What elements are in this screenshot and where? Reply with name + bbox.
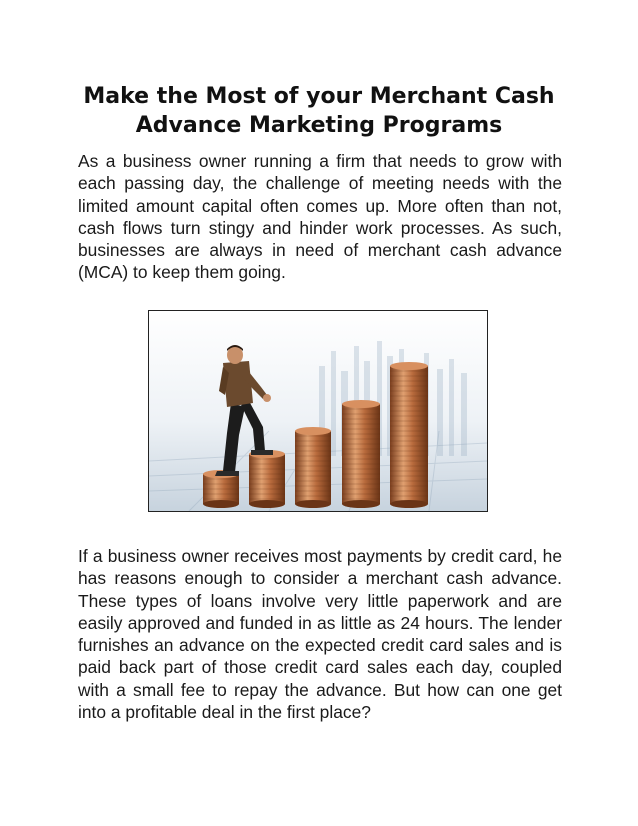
intro-paragraph: As a business owner running a firm that needs to grow with each passing day, the challenge of meeting needs with the limited amount capital often comes up. More often than not, cash flows turn stingy and hinder work processes. As such, businesses are always in need of merchant cash advance (MCA) to keep them going. bbox=[78, 151, 562, 283]
coin-stacks-illustration bbox=[149, 311, 487, 511]
page-title: Make the Most of your Merchant Cash Advance Marketing Programs bbox=[83, 84, 555, 138]
coin-stacks-image bbox=[148, 310, 488, 512]
body-paragraph: If a business owner receives most payments by credit card, he has reasons enough to consider a merchant cash advance. These types of loans involve very little paperwork and are easily approved and funded in as little as 24 hours. The lender furnishes an advance on the expected credit card sales and is paid back part of those credit card sales each day, coupled with a small fee to repay the advance. But how can one get into a profitable deal in the first place? bbox=[78, 546, 562, 723]
